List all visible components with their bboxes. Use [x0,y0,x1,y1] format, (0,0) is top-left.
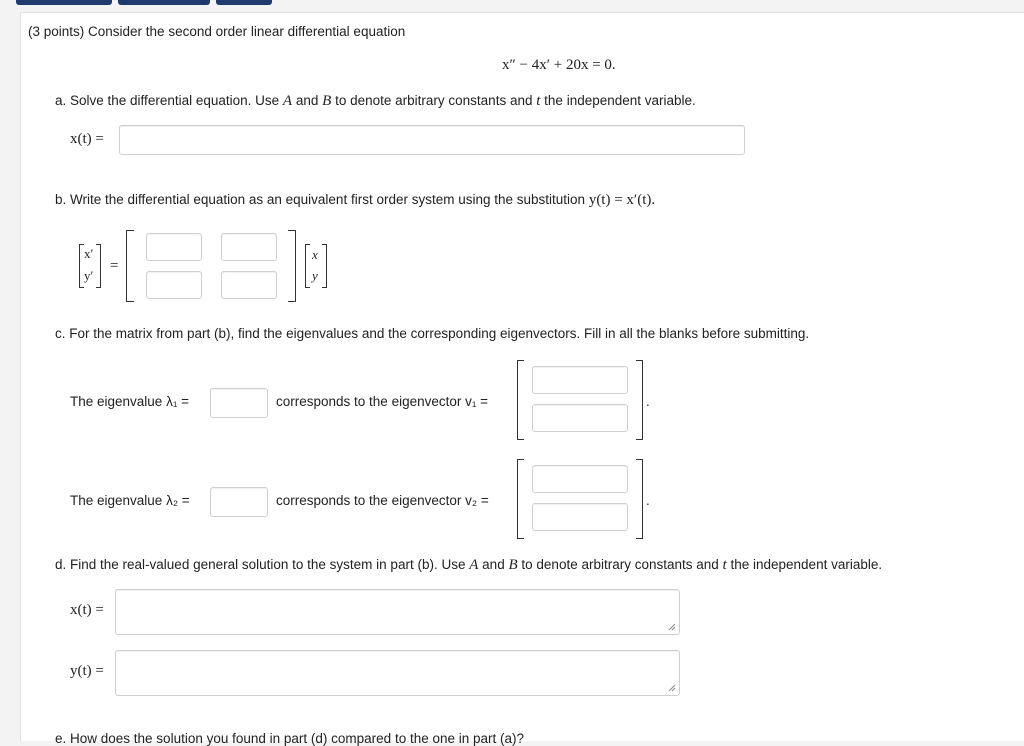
part-a-answer-label: x(t) = [70,131,104,147]
eigenvalue-1-label: The eigenvalue λ₁ = [70,394,190,409]
part-a-prompt: a. Solve the differential equation. Use A and B to denote arbitrary constants and t the independent variable. [55,93,696,109]
matrix-bracket-left [126,230,134,302]
v1-bracket-left [517,360,524,440]
v2-bracket-left [517,459,524,539]
part-d-y-label: y(t) = [70,663,104,679]
lhs-bracket-right [96,244,101,288]
rhs-bracket-right [322,244,327,288]
differential-equation: x″ − 4x′ + 20x = 0. [502,57,616,73]
eigenvector-1-top-input[interactable] [532,366,628,394]
rhs-bracket-left [305,244,310,288]
rhs-bottom: y [312,268,318,283]
resize-grip-icon[interactable] [668,684,676,692]
v2-period: . [646,493,650,508]
matrix-a12-input[interactable] [221,233,277,261]
tab-2[interactable] [118,0,210,5]
part-d-prompt: d. Find the real-valued general solution to the system in part (b). Use A and B to denote arbitrary constants and t the independent variable. [55,557,883,573]
part-d-y-textarea[interactable] [115,650,680,696]
matrix-a11-input[interactable] [146,233,202,261]
eigenvector-1-label: corresponds to the eigenvector v₁ = [276,394,489,409]
part-e-prompt: e. How does the solution you found in part (d) compared to the one in part (a)? [55,731,525,746]
matrix-bracket-right [288,230,296,302]
part-d-x-textarea[interactable] [115,589,680,635]
resize-grip-icon[interactable] [668,623,676,631]
lhs-top: x′ [84,246,94,261]
matrix-a21-input[interactable] [146,271,202,299]
v1-period: . [646,394,650,409]
part-b-prompt: b. Write the differential equation as an equivalent first order system using the substitution y(t) = x′(t). [55,192,656,208]
lhs-bottom: y′ [84,268,94,283]
eigenvector-2-bottom-input[interactable] [532,503,628,531]
eigenvalue-2-label: The eigenvalue λ₂ = [70,493,190,508]
v1-bracket-right [636,360,643,440]
part-a-answer-input[interactable] [119,125,745,155]
rhs-top: x [312,247,318,262]
v2-bracket-right [636,459,643,539]
tab-3[interactable] [216,0,272,5]
tab-1[interactable] [16,0,112,5]
eigenvalue-1-input[interactable] [210,388,268,418]
part-c-prompt: c. For the matrix from part (b), find the eigenvalues and the corresponding eigenvectors. Fill in all the blanks before submitting. [55,326,810,341]
eigenvalue-2-input[interactable] [210,487,268,517]
top-tab-bar [0,0,1024,6]
problem-header: (3 points) Consider the second order linear differential equation [28,24,406,39]
matrix-a22-input[interactable] [221,271,277,299]
eigenvector-1-bottom-input[interactable] [532,404,628,432]
eigenvector-2-label: corresponds to the eigenvector v₂ = [276,493,489,508]
system-equals: = [110,258,119,274]
part-d-x-label: x(t) = [70,602,104,618]
eigenvector-2-top-input[interactable] [532,465,628,493]
